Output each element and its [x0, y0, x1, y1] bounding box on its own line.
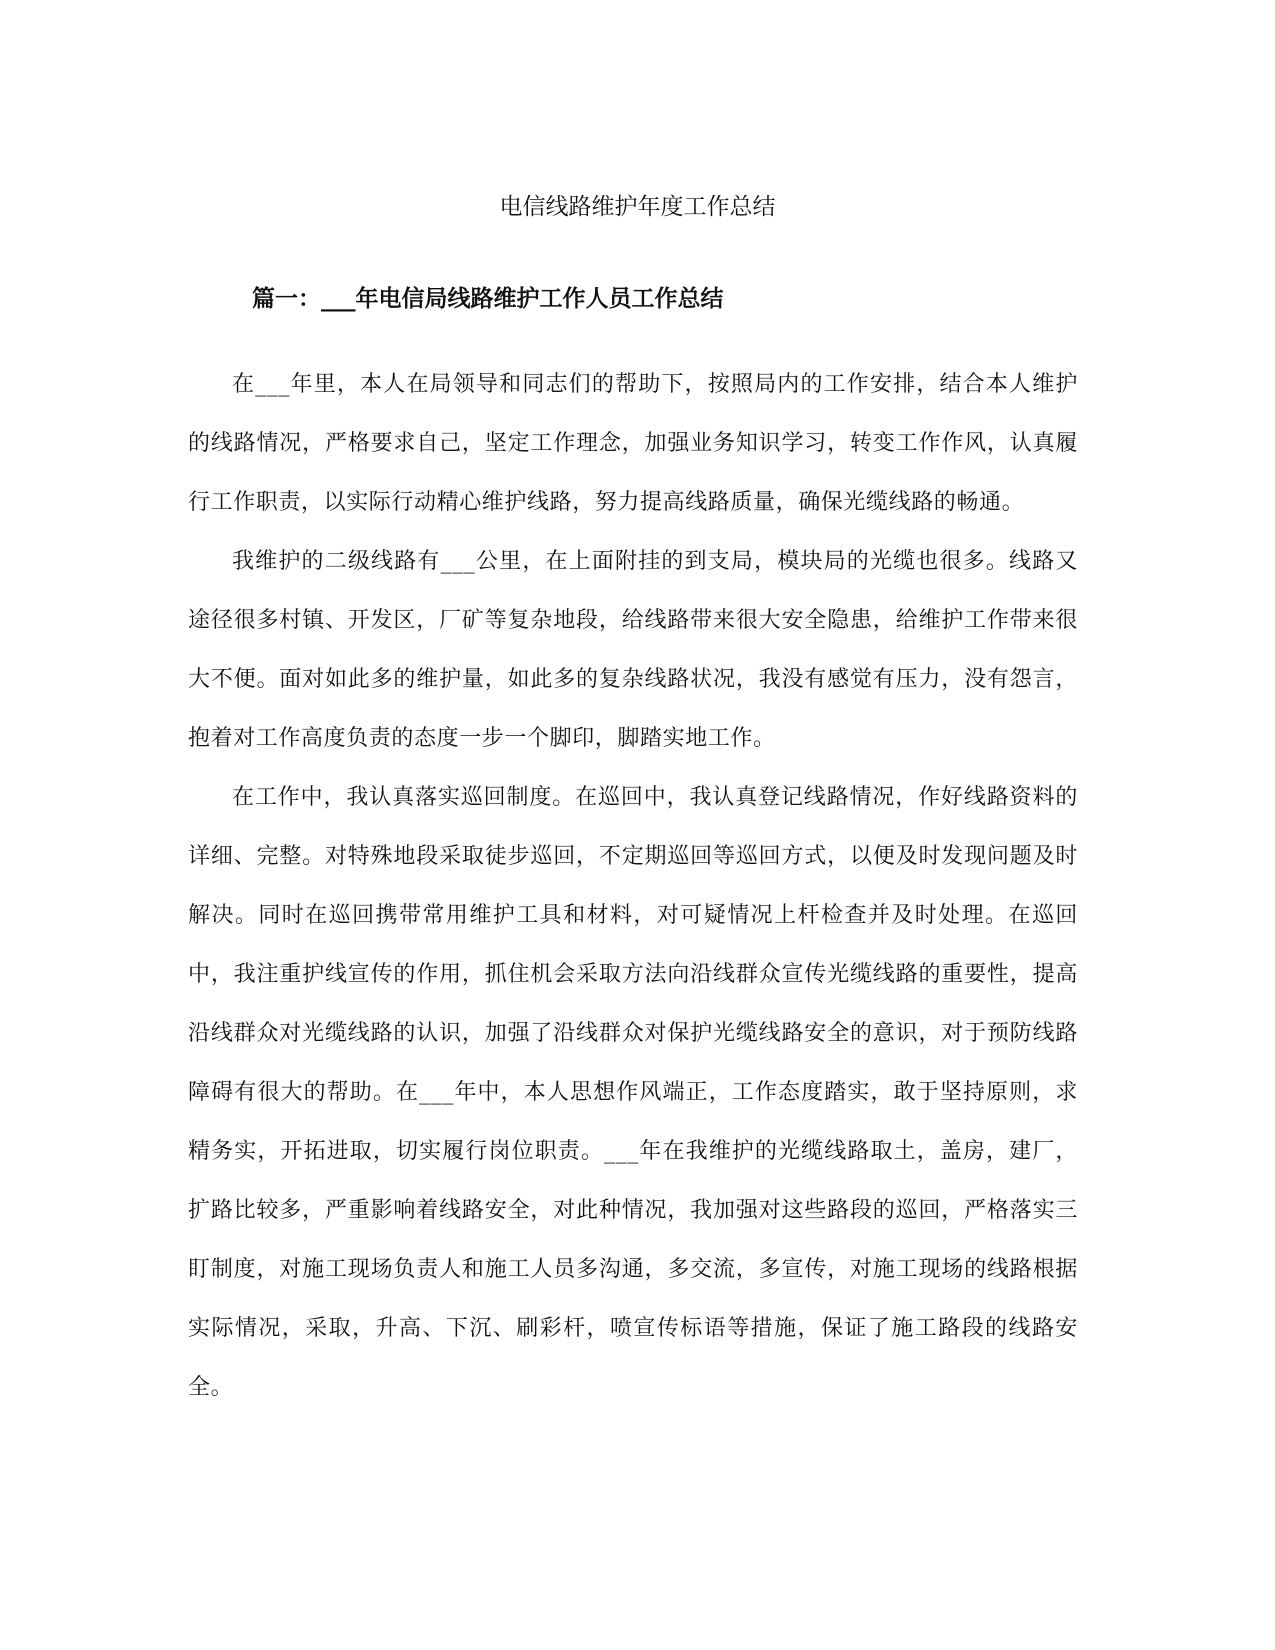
section-heading: 篇一：___年电信局线路维护工作人员工作总结	[252, 285, 724, 312]
paragraph-1: 在___年里，本人在局领导和同志们的帮助下，按照局内的工作安排，结合本人维护的线路情况，严格要求自己，坚定工作理念，加强业务知识学习，转变工作作风，认真履行工作职责，以实际行动精心维护线路，努力提高线路质量，确保光缆线路的畅通。	[188, 372, 1078, 515]
paragraph-2: 我维护的二级线路有___公里，在上面附挂的到支局，模块局的光缆也很多。线路又途径很多村镇、开发区，厂矿等复杂地段，给线路带来很大安全隐患，给维护工作带来很大不便。面对如此多的维护量，如此多的复杂线路状况，我没有感觉有压力，没有怨言，抱着对工作高度负责的态度一步一个脚印，脚踏实地工作。	[188, 549, 1078, 751]
paragraph-3: 在工作中，我认真落实巡回制度。在巡回中，我认真登记线路情况，作好线路资料的详细、完整。对特殊地段采取徒步巡回，不定期巡回等巡回方式，以便及时发现问题及时解决。同时在巡回携带常用维护工具和材料，对可疑情况上杆检查并及时处理。在巡回中，我注重护线宣传的作用，抓住机会采取方法向沿线群众宣传光缆线路的重要性，提高沿线群众对光缆线路的认识，加强了沿线群众对保护光缆线路安全的意识，对于预防线路障碍有很大的帮助。在___年中，本人思想作风端正，工作态度踏实，敢于坚持原则，求精务实，开拓进取，切实履行岗位职责。___年在我维护的光缆线路取土，盖房，建厂，扩路比较多，严重影响着线路安全，对此种情况，我加强对这些路段的巡回，严格落实三盯制度，对施工现场负责人和施工人员多沟通，多交流，多宣传，对施工现场的线路根据实际情况，采取，升高、下沉、刷彩杆，喷宣传标语等措施，保证了施工路段的线路安全。	[188, 785, 1078, 1400]
document-body	[188, 355, 1078, 1417]
document-title: 电信线路维护年度工作总结	[499, 194, 776, 220]
